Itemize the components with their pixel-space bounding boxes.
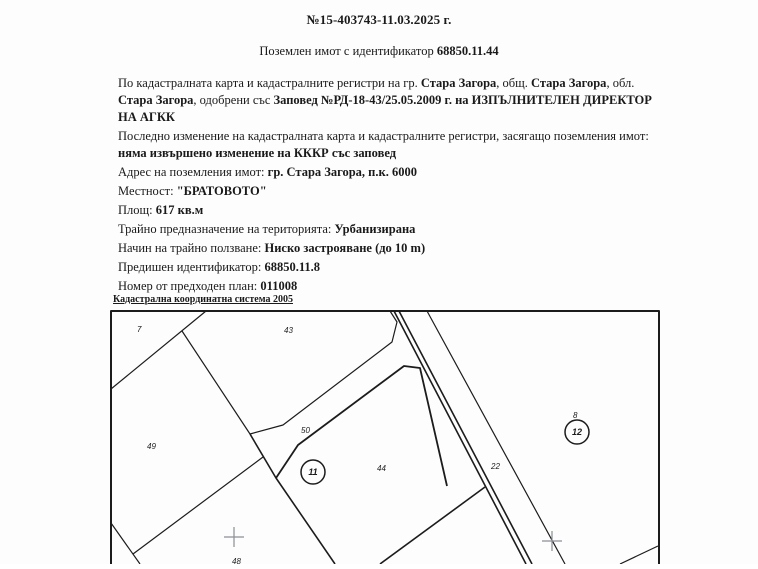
label-43: 43 (284, 326, 293, 335)
parcel-id-value: 68850.11.44 (436, 44, 499, 58)
boundary-48-left (111, 523, 140, 564)
usage-row: Начин на трайно ползване: Ниско застрояване (до 10 m) (118, 241, 426, 255)
usage-value: Ниско застрояване (до 10 m) (264, 241, 426, 255)
region: Стара Загора (118, 93, 194, 107)
boundary-49-48 (133, 457, 263, 554)
road-line-1 (394, 311, 526, 564)
previous-id-value: 68850.11.8 (264, 260, 320, 274)
municipality: Стара Загора (531, 76, 607, 90)
area-row: Площ: 617 кв.м (118, 203, 204, 217)
label-8: 8 (573, 411, 578, 420)
label-44: 44 (377, 464, 386, 473)
boundary-44-lower (380, 487, 485, 564)
address-row: Адрес на поземления имот: гр. Стара Загора, п.к. 6000 (118, 165, 417, 179)
circled-label-11: 11 (308, 467, 318, 477)
approval-order: Заповед №РД-18-43/25.05.2009 г. на ИЗПЪЛНИТЕЛЕН ДИРЕКТОР НА АГКК (118, 93, 652, 124)
last-change-value: няма извършено изменение на КККР със заповед (118, 146, 397, 160)
label-49: 49 (147, 442, 156, 451)
address-value: гр. Стара Загора, п.к. 6000 (267, 165, 417, 179)
document-number: №15-403743-11.03.2025 г. (306, 12, 452, 27)
label-22: 22 (491, 462, 500, 471)
previous-plan-row: Номер от предходен план: 011008 (118, 279, 298, 293)
road-line-3 (427, 311, 565, 564)
boundary-43 (250, 311, 397, 434)
label-50: 50 (301, 426, 310, 435)
label-7: 7 (137, 325, 142, 334)
parcel-id-label: Поземлен имот с идентификатор (259, 44, 434, 58)
area-value: 617 кв.м (155, 203, 204, 217)
previous-id-row: Предишен идентификатор: 68850.11.8 (118, 260, 320, 274)
purpose-row: Трайно предназначение на територията: Урбанизирана (118, 222, 416, 236)
boundary-12-lower (620, 546, 658, 564)
circled-label-12: 12 (571, 427, 583, 437)
last-change-row: Последно изменение на кадастралната карта и кадастралните регистри, засягащо поземления имот: няма извършено изменение на КККР със заповед (118, 129, 649, 160)
cadastral-approval-paragraph: По кадастралната карта и кадастралните регистри на гр. Стара Загора, общ. Стара Загора, обл. Стара Загора, одобрени със Заповед №РД-18-43/25.05.2009 г. на ИЗПЪЛНИТЕЛЕН ДИРЕКТОР НА АГКК (118, 76, 652, 124)
locality-row: Местност: "БРАТОВОТО" (118, 184, 267, 198)
label-48: 48 (232, 557, 241, 564)
boundary-49-43 (182, 331, 250, 434)
previous-plan-value: 011008 (260, 279, 298, 293)
city: Стара Загора (420, 76, 497, 90)
boundary-7 (111, 311, 206, 389)
coordinate-system-title: Кадастрална координатна система 2005 (113, 294, 293, 305)
purpose-value: Урбанизирана (334, 222, 416, 236)
locality-value: "БРАТОВОТО" (176, 184, 267, 198)
road-line-2 (399, 311, 532, 564)
